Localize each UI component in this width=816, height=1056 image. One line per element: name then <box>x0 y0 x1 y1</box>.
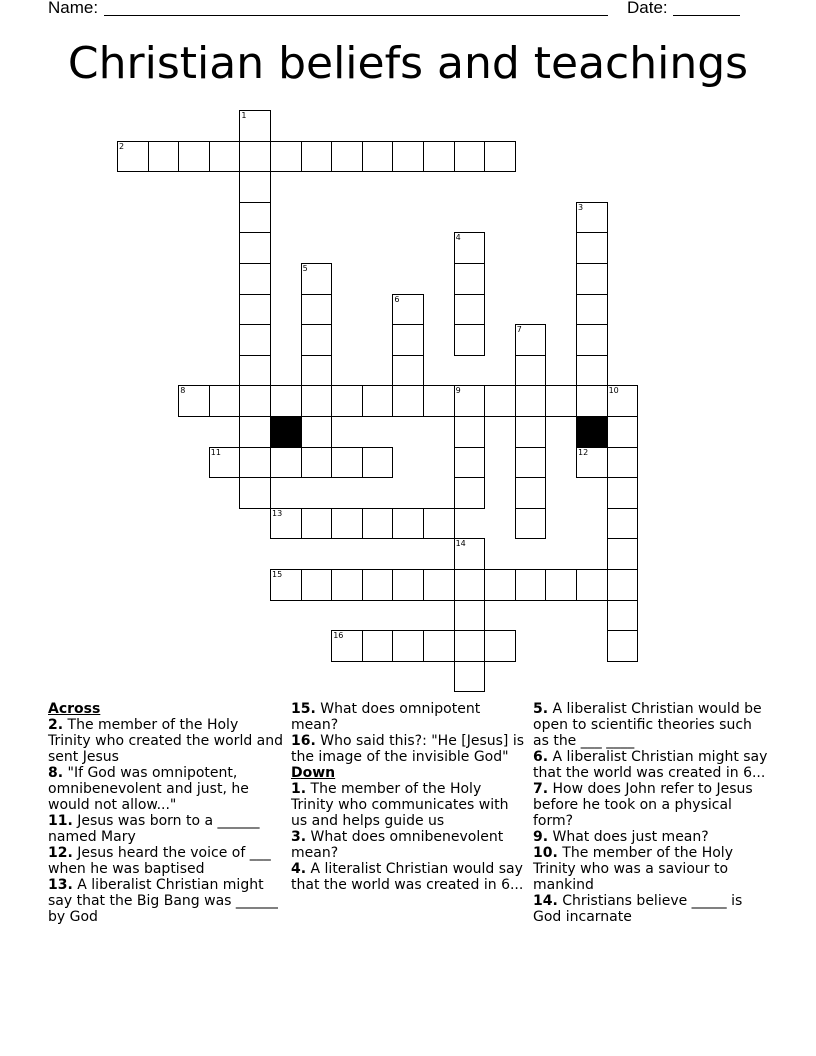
grid-cell[interactable] <box>362 508 394 540</box>
grid-cell[interactable] <box>576 324 608 356</box>
grid-cell[interactable] <box>392 508 424 540</box>
grid-cell[interactable] <box>515 324 547 356</box>
grid-cell[interactable] <box>239 294 271 326</box>
grid-cell[interactable] <box>607 600 639 632</box>
clue-column-3 <box>533 701 768 925</box>
grid-cell[interactable] <box>454 538 486 570</box>
clue-number: 3 <box>578 202 584 212</box>
grid-cell[interactable] <box>515 477 547 509</box>
grid-cell[interactable] <box>239 232 271 264</box>
grid-cell[interactable] <box>239 110 271 142</box>
grid-cell[interactable] <box>515 416 547 448</box>
grid-cell[interactable] <box>209 141 241 173</box>
clue-number: 7 <box>516 325 522 335</box>
grid-cell[interactable] <box>576 385 608 417</box>
grid-cell[interactable] <box>423 569 455 601</box>
grid-cell[interactable] <box>454 600 486 632</box>
grid-cell[interactable] <box>576 202 608 234</box>
grid-cell[interactable] <box>392 355 424 387</box>
grid-block-cell <box>270 416 302 448</box>
grid-cell[interactable] <box>239 416 271 448</box>
grid-cell[interactable] <box>392 630 424 662</box>
grid-cell[interactable] <box>454 416 486 448</box>
grid-cell[interactable] <box>301 385 333 417</box>
grid-cell[interactable] <box>301 141 333 173</box>
grid-cell[interactable] <box>454 324 486 356</box>
grid-cell[interactable] <box>607 508 639 540</box>
black-square <box>271 417 302 448</box>
grid-cell[interactable] <box>607 385 639 417</box>
clue-across-15: 15. What does omnipotent mean? <box>291 701 481 733</box>
grid-cell[interactable] <box>454 569 486 601</box>
grid-cell[interactable] <box>331 569 363 601</box>
grid-cell[interactable] <box>484 141 516 173</box>
grid-cell[interactable] <box>545 385 577 417</box>
clue-down-14: 14. Christians believe _____ is God incarnate <box>533 893 743 925</box>
clue-number: 10 <box>608 386 619 396</box>
grid-cell[interactable] <box>515 569 547 601</box>
grid-cell[interactable] <box>484 385 516 417</box>
grid-block-cell <box>576 416 608 448</box>
grid-cell[interactable] <box>362 141 394 173</box>
grid-cell[interactable] <box>239 355 271 387</box>
grid-cell[interactable] <box>607 416 639 448</box>
clue-down-3: 3. What does omnibenevolent mean? <box>291 829 504 861</box>
grid-cell[interactable] <box>454 263 486 295</box>
clue-number: 2 <box>119 141 125 151</box>
grid-cell[interactable] <box>331 630 363 662</box>
grid-cell[interactable] <box>392 569 424 601</box>
grid-cell[interactable] <box>423 508 455 540</box>
grid-cell[interactable] <box>576 569 608 601</box>
grid-cell[interactable] <box>607 477 639 509</box>
clue-across-12: 12. Jesus heard the voice of ___ when he was baptised <box>48 845 271 877</box>
clue-down-4: 4. A literalist Christian would say that the world was created in 6... <box>291 861 524 893</box>
grid-cell[interactable] <box>178 141 210 173</box>
grid-cell[interactable] <box>331 141 363 173</box>
grid-cell[interactable] <box>239 324 271 356</box>
clue-down-7: 7. How does John refer to Jesus before he took on a physical form? <box>533 781 753 829</box>
clue-number: 4 <box>455 233 461 243</box>
grid-cell[interactable] <box>454 447 486 479</box>
clue-across-8: 8. "If God was omnipotent, omnibenevolent and just, he would not allow..." <box>48 765 249 813</box>
grid-cell[interactable] <box>515 508 547 540</box>
clue-down-9: 9. What does just mean? <box>533 829 709 845</box>
clue-number: 13 <box>272 508 283 518</box>
grid-cell[interactable] <box>301 294 333 326</box>
grid-cell[interactable] <box>392 141 424 173</box>
grid-cell[interactable] <box>239 447 271 479</box>
clue-column-2 <box>291 701 526 893</box>
grid-cell[interactable] <box>454 385 486 417</box>
grid-cell[interactable] <box>454 630 486 662</box>
clue-across-11: 11. Jesus was born to a ______ named Mary <box>48 813 260 845</box>
grid-cell[interactable] <box>270 569 302 601</box>
date-field[interactable] <box>673 15 740 16</box>
grid-cell[interactable] <box>301 447 333 479</box>
grid-cell[interactable] <box>209 447 241 479</box>
grid-cell[interactable] <box>209 385 241 417</box>
grid-cell[interactable] <box>454 661 486 693</box>
grid-cell[interactable] <box>270 385 302 417</box>
grid-cell[interactable] <box>454 232 486 264</box>
grid-cell[interactable] <box>301 569 333 601</box>
page-title: Christian beliefs and teachings <box>67 38 749 89</box>
grid-cell[interactable] <box>454 477 486 509</box>
clue-number: 5 <box>302 264 308 273</box>
grid-cell[interactable] <box>515 385 547 417</box>
grid-cell[interactable] <box>576 294 608 326</box>
grid-cell[interactable] <box>178 385 210 417</box>
date-label: Date: <box>627 0 668 17</box>
grid-cell[interactable] <box>239 263 271 295</box>
grid-cell[interactable] <box>607 447 639 479</box>
grid-cell[interactable] <box>331 447 363 479</box>
grid-cell[interactable] <box>392 385 424 417</box>
grid-cell[interactable] <box>239 385 271 417</box>
clue-number: 1 <box>241 111 247 120</box>
grid-cell[interactable] <box>423 630 455 662</box>
grid-cell[interactable] <box>239 477 271 509</box>
grid-cell[interactable] <box>270 508 302 540</box>
down-heading: Down <box>291 765 336 781</box>
grid-cell[interactable] <box>301 263 333 295</box>
name-label: Name: <box>48 0 99 17</box>
grid-cell[interactable] <box>331 508 363 540</box>
clue-down-6: 6. A liberalist Christian might say that the world was created in 6... <box>533 749 768 781</box>
grid-cell[interactable] <box>301 355 333 387</box>
grid-cell[interactable] <box>515 447 547 479</box>
clue-down-10: 10. The member of the Holy Trinity who was a saviour to mankind <box>533 845 733 893</box>
grid-cell[interactable] <box>576 232 608 264</box>
grid-cell[interactable] <box>454 294 486 326</box>
grid-cell[interactable] <box>576 355 608 387</box>
grid-cell[interactable] <box>423 141 455 173</box>
clue-across-16: 16. Who said this?: "He [Jesus] is the image of the invisible God" <box>291 733 525 765</box>
name-field[interactable] <box>104 15 608 16</box>
grid-cell[interactable] <box>270 141 302 173</box>
clue-number: 15 <box>272 570 283 579</box>
across-heading: Across <box>48 701 101 717</box>
grid-cell[interactable] <box>301 324 333 356</box>
clue-number: 11 <box>210 447 221 457</box>
clue-number: 14 <box>455 539 466 549</box>
grid-cell[interactable] <box>362 569 394 601</box>
grid-cell[interactable] <box>392 324 424 356</box>
grid-cell[interactable] <box>362 630 394 662</box>
grid-cell[interactable] <box>239 141 271 173</box>
grid-cell[interactable] <box>607 569 639 601</box>
grid-cell[interactable] <box>117 141 149 173</box>
clue-number: 8 <box>180 386 186 396</box>
grid-cell[interactable] <box>270 447 302 479</box>
grid-cell[interactable] <box>301 416 333 448</box>
grid-cell[interactable] <box>607 538 639 570</box>
grid-cell[interactable] <box>423 385 455 417</box>
grid-cell[interactable] <box>576 447 608 479</box>
grid-cell[interactable] <box>484 569 516 601</box>
grid-cell[interactable] <box>362 447 394 479</box>
clue-number: 6 <box>394 294 400 304</box>
grid-cell[interactable] <box>454 141 486 173</box>
grid-cell[interactable] <box>545 569 577 601</box>
grid-cell[interactable] <box>331 385 363 417</box>
grid-cell[interactable] <box>239 171 271 203</box>
clue-column-1 <box>48 701 283 925</box>
grid-cell[interactable] <box>239 202 271 234</box>
clue-across-13: 13. A liberalist Christian might say that the Big Bang was ______ by God <box>48 877 278 925</box>
grid-cell[interactable] <box>392 294 424 326</box>
clue-number: 16 <box>333 631 344 641</box>
grid-cell[interactable] <box>515 355 547 387</box>
grid-cell[interactable] <box>362 385 394 417</box>
clue-down-5: 5. A liberalist Christian would be open to scientific theories such as the ___ ____ <box>533 701 762 749</box>
clue-number: 9 <box>455 386 461 396</box>
clue-across-2: 2. The member of the Holy Trinity who created the world and sent Jesus <box>48 717 284 765</box>
clue-down-1: 1. The member of the Holy Trinity who communicates with us and helps guide us <box>291 781 509 829</box>
black-square <box>577 417 608 448</box>
grid-cell[interactable] <box>607 630 639 662</box>
clue-number: 12 <box>578 447 589 457</box>
grid-cell[interactable] <box>301 508 333 540</box>
grid-cell[interactable] <box>576 263 608 295</box>
grid-cell[interactable] <box>148 141 180 173</box>
grid-cell[interactable] <box>484 630 516 662</box>
